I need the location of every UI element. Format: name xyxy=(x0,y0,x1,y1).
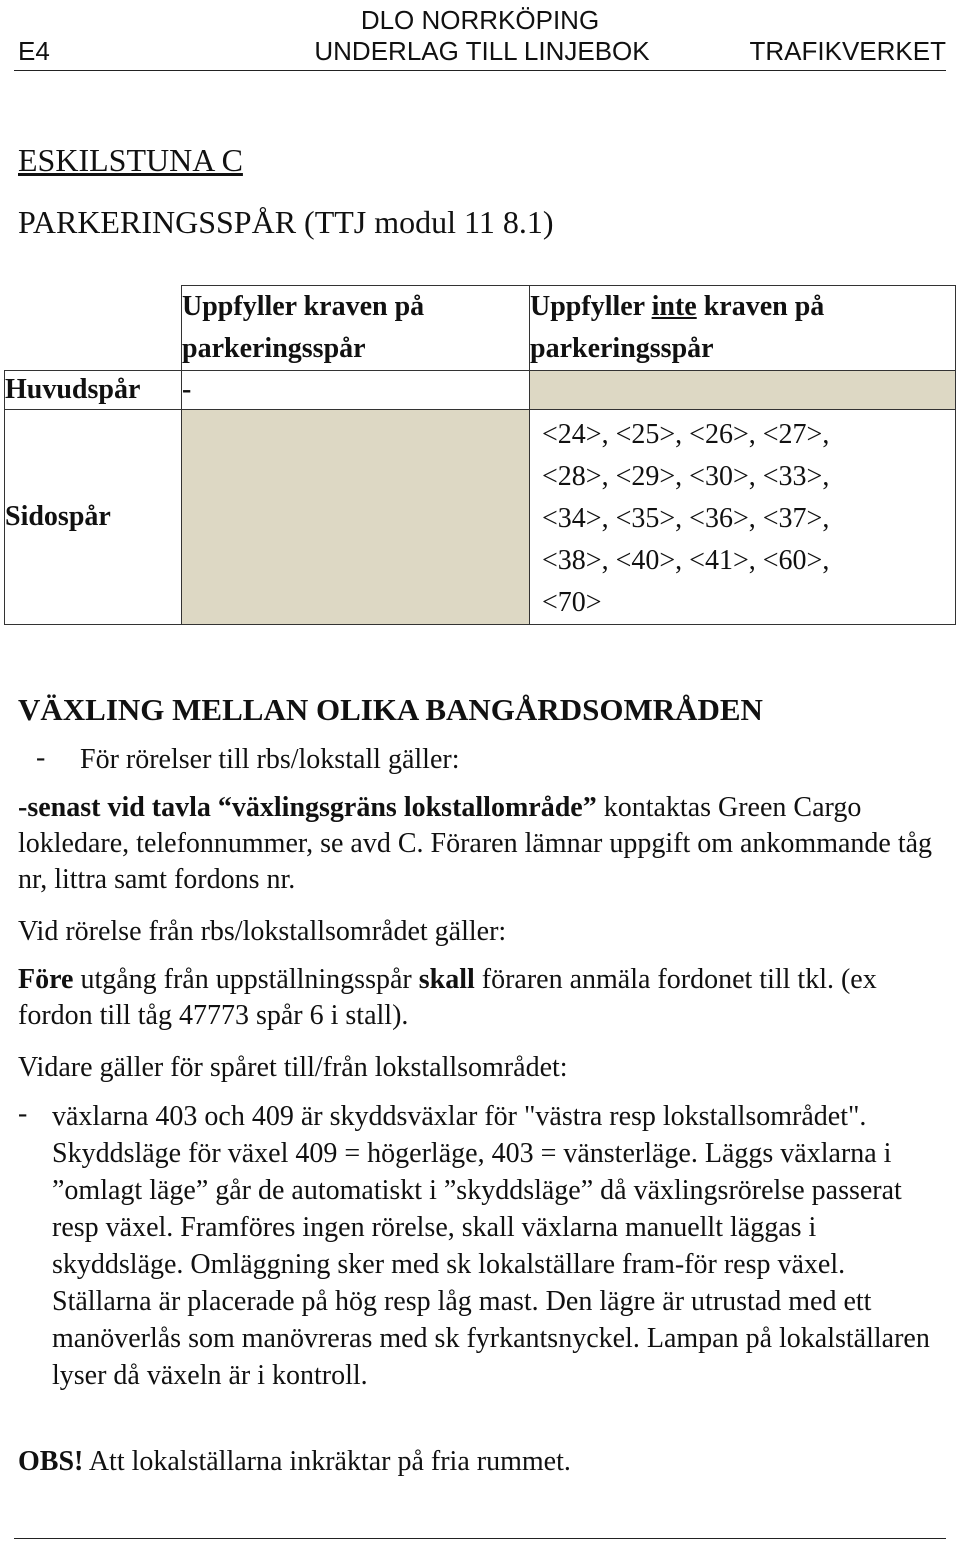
track-line: <28>, <29>, <30>, <33>, xyxy=(542,461,830,492)
col-header-fulfills: Uppfyller kraven på parkeringsspår xyxy=(182,286,530,371)
station-title: ESKILSTUNA C xyxy=(18,142,243,178)
track-line: <70> xyxy=(542,587,602,618)
sidospar-track-list xyxy=(530,410,956,625)
header-right: TRAFIKVERKET xyxy=(749,36,946,66)
track-line: <34>, <35>, <36>, <37>, xyxy=(542,503,830,534)
header-left: E4 xyxy=(18,36,50,66)
col-header-not-fulfills: Uppfyller inte kraven på parkeringsspår xyxy=(530,286,956,371)
paragraph-contact: -senast vid tavla “växlingsgräns lokstallområde” kontaktas Green Cargo lokledare, telefonnummer, se avd C. Föraren lämnar uppgift om ankommande tåg nr, littra samt fordons nr. xyxy=(18,792,933,895)
bullet-rbs-lokstall: För rörelser till rbs/lokstall gäller: xyxy=(80,744,460,775)
switching-title: VÄXLING MELLAN OLIKA BANGÅRDSOMRÅDEN xyxy=(18,692,763,727)
bullet-dash: - xyxy=(36,742,46,773)
parking-heading: PARKERINGSSPÅR (TTJ modul 11 8.1) xyxy=(18,204,554,240)
header-org: DLO NORRKÖPING xyxy=(360,5,600,35)
sidospar-fulfills-cell xyxy=(182,410,530,625)
bullet-dash: - xyxy=(18,1098,28,1129)
table-corner xyxy=(5,286,182,371)
bullet-protective-switches: växlarna 403 och 409 är skyddsväxlar för "västra resp lokstallsområdet". Skyddsläge för växel 409 = högerläge, 403 = vänsterläge. Läggs växlarna i ”omlagt läge” går de automatiskt i ”skyddsläge” då växlingsrörelse passerat resp växel. Framföres ingen rörelse, skall växlarna manuellt läggas i skyddsläge. Omläggning sker med sk lokalställare fram-för resp växel. Ställarna är placerade på hög resp låg mast. Den lägre är utrustad med ett manöverlås som manövreras med sk fyrkantsnyckel. Lampan på lokalställaren lyser då växeln är i kontroll. xyxy=(52,1101,930,1391)
row-label-huvudspar: Huvudspår xyxy=(5,371,182,410)
track-line: <24>, <25>, <26>, <27>, xyxy=(542,419,830,450)
row-label-sidospar: Sidospår xyxy=(5,410,182,625)
header-center: UNDERLAG TILL LINJEBOK xyxy=(314,36,650,66)
huvudspar-fulfills-value: - xyxy=(182,371,530,410)
table-header-row xyxy=(5,286,956,371)
footer-divider xyxy=(14,1538,946,1539)
paragraph-before-exit: Före utgång från uppställningsspår skall föraren anmäla fordonet till tkl. (ex fordon till tåg 47773 spår 6 i stall). xyxy=(18,964,877,1031)
paragraph-track-rules: Vidare gäller för spåret till/från lokstallsområdet: xyxy=(18,1052,568,1083)
obs-note: OBS! Att lokalställarna inkräktar på fria rummet. xyxy=(18,1446,571,1477)
header-divider xyxy=(14,70,946,71)
header-row xyxy=(18,36,946,70)
track-line: <38>, <40>, <41>, <60>, xyxy=(542,545,830,576)
table-row-huvudspar xyxy=(5,371,956,410)
paragraph-departure: Vid rörelse från rbs/lokstallsområdet gäller: xyxy=(18,916,507,947)
table-row-sidospar xyxy=(5,410,956,625)
parking-table xyxy=(4,285,956,625)
huvudspar-not-fulfills-cell xyxy=(530,371,956,410)
